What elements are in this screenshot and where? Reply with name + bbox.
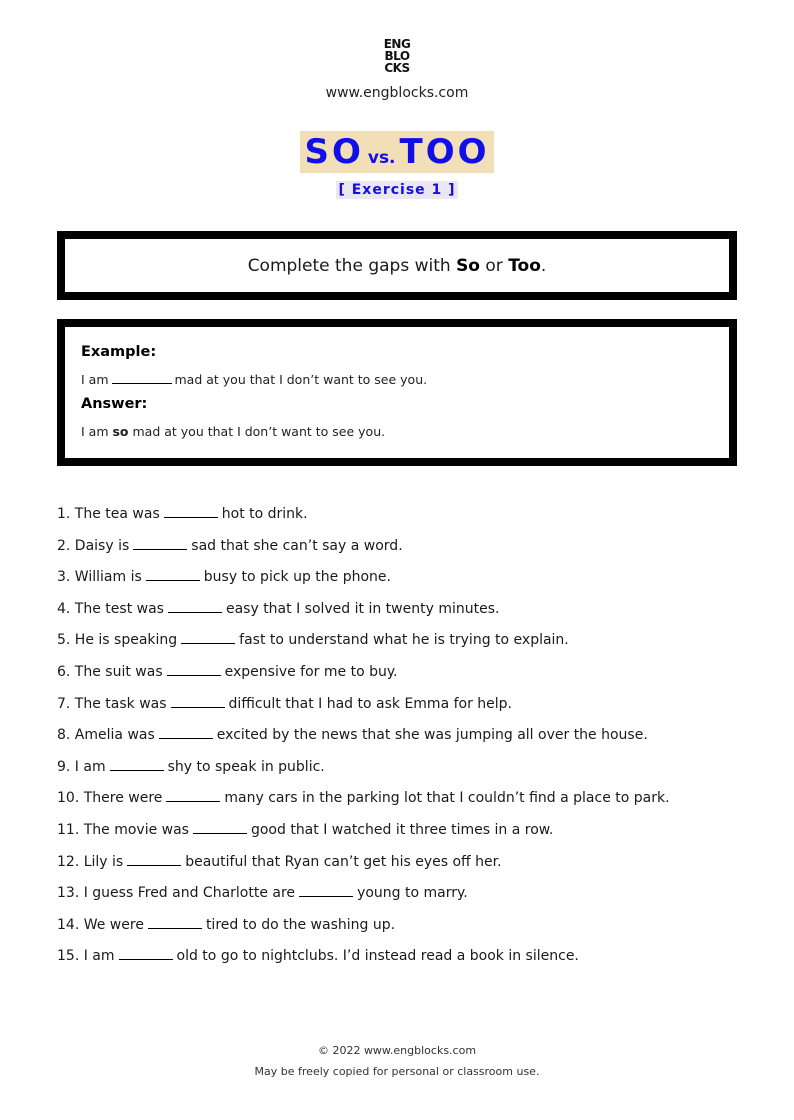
- answer-gap[interactable]: [171, 696, 225, 708]
- answer-gap[interactable]: [181, 632, 235, 644]
- logo-line: CKS: [384, 61, 410, 75]
- example-box: [57, 319, 737, 466]
- answer-gap[interactable]: [148, 917, 202, 929]
- question-item: [57, 756, 757, 788]
- title-so: SO: [304, 132, 364, 172]
- question-before: 10. There were: [57, 790, 163, 807]
- question-item: [57, 882, 757, 914]
- question-item: [57, 724, 757, 756]
- question-before: 7. The task was: [57, 695, 167, 712]
- question-after: beautiful that Ryan can’t get his eyes off her.: [185, 853, 502, 870]
- logo-line: ENG: [383, 37, 411, 51]
- question-before: 6. The suit was: [57, 663, 163, 680]
- question-item: [57, 945, 757, 977]
- question-after: sad that she can’t say a word.: [191, 537, 403, 554]
- question-after: easy that I solved it in twenty minutes.: [225, 600, 500, 617]
- question-before: 5. He is speaking: [57, 632, 178, 649]
- answer-gap[interactable]: [110, 759, 164, 771]
- question-after: difficult that I had to ask Emma for help.: [228, 695, 513, 712]
- question-item: [57, 566, 757, 598]
- question-item: [57, 661, 757, 693]
- question-after: young to marry.: [357, 885, 468, 902]
- question-before: 3. William is: [57, 569, 142, 586]
- answer-gap[interactable]: [166, 790, 220, 802]
- question-before: 2. Daisy is: [57, 537, 130, 554]
- answer-before: I am: [81, 424, 113, 439]
- question-item: [57, 851, 757, 883]
- title-vs: vs.: [367, 148, 396, 168]
- question-after: many cars in the parking lot that I couldn’t find a place to park.: [224, 790, 670, 807]
- question-before: 1. The tea was: [57, 506, 160, 522]
- question-after: tired to do the washing up.: [205, 916, 396, 933]
- example-after: mad at you that I don’t want to see you.: [174, 372, 428, 387]
- answer-gap[interactable]: [167, 664, 221, 676]
- answer-gap[interactable]: [127, 854, 181, 866]
- question-item: [57, 693, 757, 725]
- site-url[interactable]: www.engblocks.com: [325, 85, 469, 101]
- answer-gap[interactable]: [193, 822, 247, 834]
- example-sentence: [81, 370, 729, 390]
- engblocks-logo: [0, 38, 794, 74]
- footer-copyright: © 2022 www.engblocks.com: [317, 1044, 477, 1057]
- question-before: 9. I am: [57, 758, 106, 775]
- question-after: hot to drink.: [221, 506, 308, 522]
- question-item: [57, 787, 757, 819]
- question-after: expensive for me to buy.: [224, 663, 398, 680]
- subtitle-wrap: [0, 179, 794, 199]
- instruction-prefix: Complete the gaps with: [247, 255, 457, 276]
- answer-gap[interactable]: [133, 538, 187, 550]
- example-gap: [112, 374, 172, 384]
- question-before: 12. Lily is: [57, 853, 124, 870]
- question-item: [57, 503, 757, 535]
- question-item: [57, 598, 757, 630]
- question-item: [57, 629, 757, 661]
- answer-gap[interactable]: [164, 506, 218, 518]
- instruction-middle: or: [480, 255, 509, 276]
- question-after: shy to speak in public.: [167, 758, 325, 775]
- instruction-word-so: So: [456, 255, 480, 276]
- question-item: [57, 914, 757, 946]
- instruction-suffix: .: [540, 255, 547, 276]
- example-label: Example:: [81, 344, 157, 360]
- answer-gap[interactable]: [168, 601, 222, 613]
- title-too: TOO: [399, 132, 490, 172]
- question-before: 15. I am: [57, 948, 115, 965]
- exercise-label: [ Exercise 1 ]: [338, 182, 456, 198]
- answer-after: mad at you that I don’t want to see you.: [128, 424, 386, 439]
- answer-sentence: [81, 422, 729, 442]
- title-wrap: [0, 131, 794, 173]
- example-before: I am: [81, 372, 109, 387]
- question-item: [57, 535, 757, 567]
- question-before: 8. Amelia was: [57, 727, 155, 744]
- question-before: 11. The movie was: [57, 821, 189, 838]
- answer-gap[interactable]: [299, 885, 353, 897]
- question-after: old to go to nightclubs. I’d instead read a book in silence.: [176, 948, 579, 965]
- answer-label: Answer:: [81, 396, 148, 412]
- footer-license: May be freely copied for personal or classroom use.: [254, 1065, 540, 1078]
- answer-gap[interactable]: [119, 948, 173, 960]
- logo-line: BLO: [384, 49, 410, 63]
- question-item: [57, 819, 757, 851]
- answer-gap[interactable]: [146, 569, 200, 581]
- question-list: [57, 503, 757, 977]
- question-before: 4. The test was: [57, 600, 164, 617]
- question-before: 13. I guess Fred and Charlotte are: [57, 885, 296, 902]
- question-after: fast to understand what he is trying to explain.: [239, 632, 569, 649]
- worksheet-title: [300, 131, 493, 173]
- instruction-word-too: Too: [508, 255, 541, 276]
- instruction-text: [248, 256, 547, 276]
- question-after: excited by the news that she was jumping all over the house.: [216, 727, 648, 744]
- answer-gap[interactable]: [159, 727, 213, 739]
- instruction-box: [57, 231, 737, 300]
- question-before: 14. We were: [57, 916, 144, 933]
- question-after: good that I watched it three times in a row.: [250, 821, 554, 838]
- answer-word: so: [112, 424, 129, 439]
- question-after: busy to pick up the phone.: [203, 569, 391, 586]
